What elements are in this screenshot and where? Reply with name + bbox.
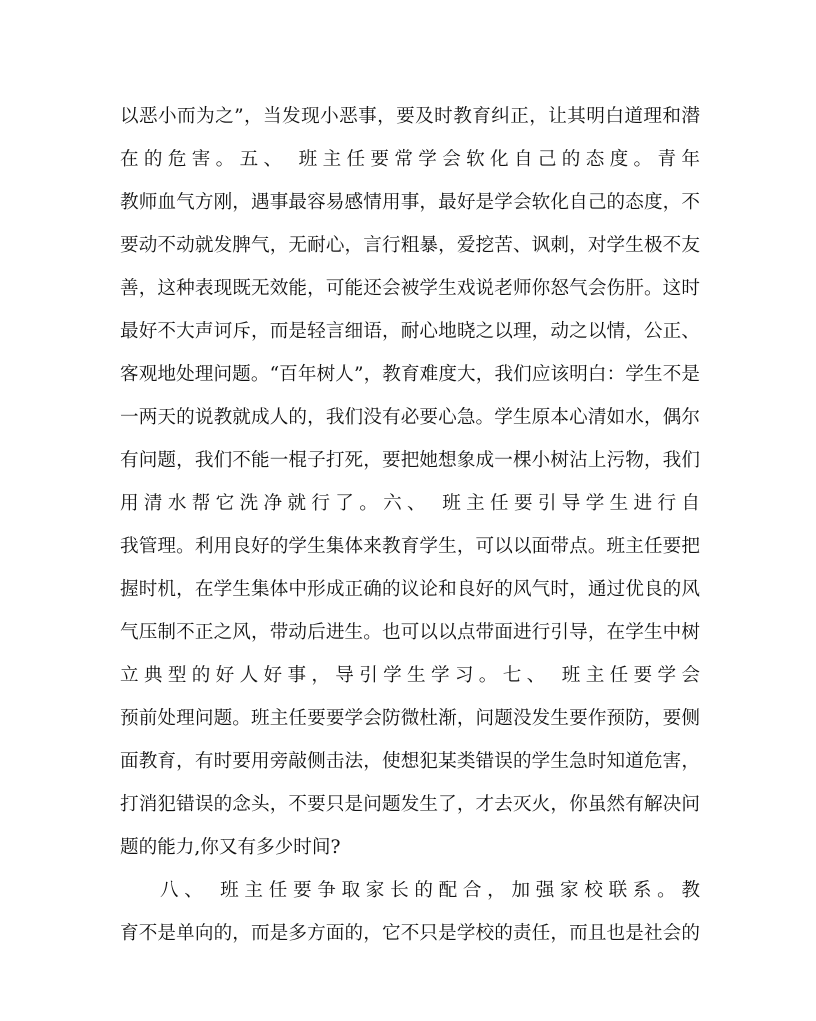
body-text-line: 一两天的说教就成人的，我们没有必要心急。学生原本心清如水，偶尔 <box>120 407 700 428</box>
body-text-line: 有问题，我们不能一棍子打死，要把她想象成一棵小树沾上污物，我们 <box>120 450 700 471</box>
body-text-line: 在的危害。五、 班主任要常学会软化自己的态度。青年 <box>120 149 700 170</box>
paragraph-end-line: 题的能力,你又有多少时间? <box>120 837 341 858</box>
body-text-line: 我管理。利用良好的学生集体来教育学生，可以以面带点。班主任要把 <box>120 536 700 557</box>
body-text-line: 握时机，在学生集体中形成正确的议论和良好的风气时，通过优良的风 <box>120 579 700 600</box>
body-text-line: 育不是单向的，而是多方面的，它不只是学校的责任，而且也是社会的 <box>120 923 700 944</box>
body-text-line: 气压制不正之风，带动后进生。也可以以点带面进行引导，在学生中树 <box>120 622 700 643</box>
body-text-line: 客观地处理问题。“百年树人”，教育难度大，我们应该明白：学生不是 <box>120 364 700 385</box>
body-text-line: 教师血气方刚，遇事最容易感情用事，最好是学会软化自己的态度，不 <box>120 192 700 213</box>
body-text-line: 用清水帮它洗净就行了。六、 班主任要引导学生进行自 <box>120 493 700 514</box>
body-text-line: 打消犯错误的念头，不要只是问题发生了，才去灭火，你虽然有解决问 <box>120 794 700 815</box>
body-text-line: 以恶小而为之”，当发现小恶事，要及时教育纠正，让其明白道理和潜 <box>120 106 700 127</box>
section-heading-line: 八、 班主任要争取家长的配合，加强家校联系。教 <box>160 880 700 901</box>
body-text-line: 最好不大声诃斥，而是轻言细语，耐心地晓之以理，动之以情，公正、 <box>120 321 700 342</box>
body-text-line: 善，这种表现既无效能，可能还会被学生戏说老师你怒气会伤肝。这时 <box>120 278 700 299</box>
body-text-line: 预前处理问题。班主任要要学会防微杜渐，问题没发生要作预防，要侧 <box>120 708 700 729</box>
body-text-line: 面教育，有时要用旁敲侧击法，使想犯某类错误的学生急时知道危害， <box>120 751 700 772</box>
body-text-line: 要动不动就发脾气，无耐心，言行粗暴，爱挖苦、讽刺，对学生极不友 <box>120 235 700 256</box>
body-text-line: 立典型的好人好事，导引学生学习。七、 班主任要学会 <box>120 665 700 686</box>
